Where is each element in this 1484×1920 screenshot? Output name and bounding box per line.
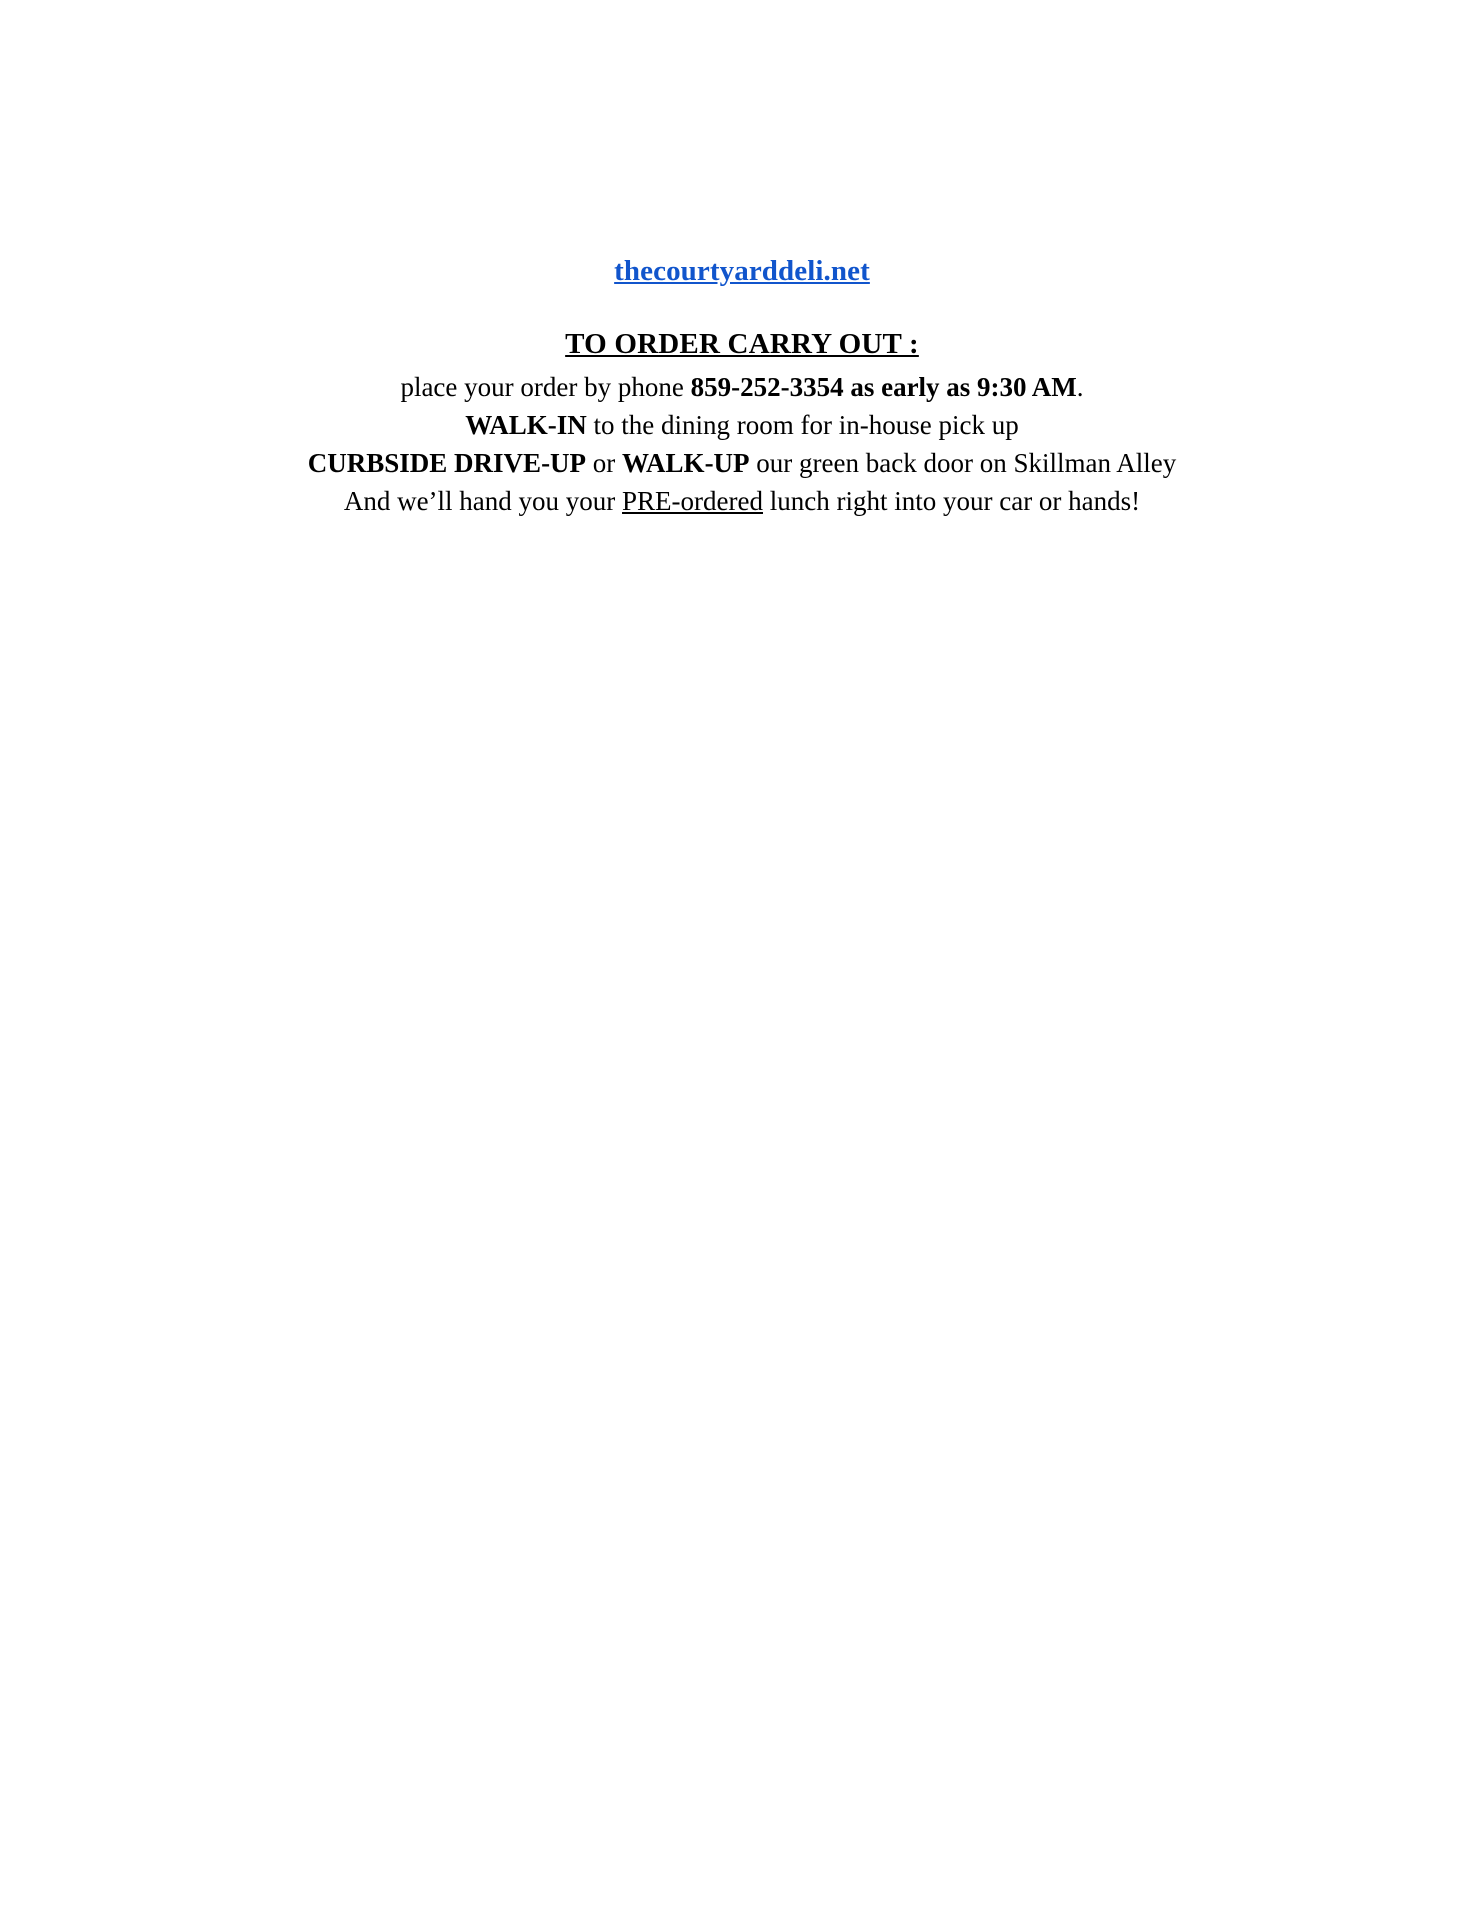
order-phone-line: [0, 368, 1484, 406]
pre-ordered-suffix: lunch right into your car or hands!: [763, 486, 1141, 516]
page-title: TO ORDER CARRY OUT :: [565, 328, 919, 360]
walk-in-text: to the dining room for in-house pick up: [586, 410, 1019, 440]
curbside-drive-up-label: CURBSIDE DRIVE-UP: [307, 448, 587, 478]
order-phone-prefix: place your order by phone: [400, 372, 691, 402]
pre-ordered-emphasis: PRE-ordered: [622, 486, 763, 516]
curbside-conjunction: or: [586, 448, 623, 478]
order-phone-number: 859-252-3354 as early as 9:30 AM: [690, 372, 1077, 402]
curbside-text: our green back door on Skillman Alley: [749, 448, 1177, 478]
walk-in-label: WALK-IN: [465, 410, 587, 440]
website-link[interactable]: thecourtyarddeli.net: [614, 255, 870, 287]
walk-up-label: WALK-UP: [622, 448, 750, 478]
site-link-row: [0, 255, 1484, 288]
order-phone-suffix: .: [1076, 372, 1084, 402]
pre-ordered-line: [0, 482, 1484, 520]
pre-ordered-prefix: And we’ll hand you your: [343, 486, 623, 516]
curbside-line: [0, 444, 1484, 482]
walk-in-line: [0, 406, 1484, 444]
document-body: [0, 0, 1484, 520]
